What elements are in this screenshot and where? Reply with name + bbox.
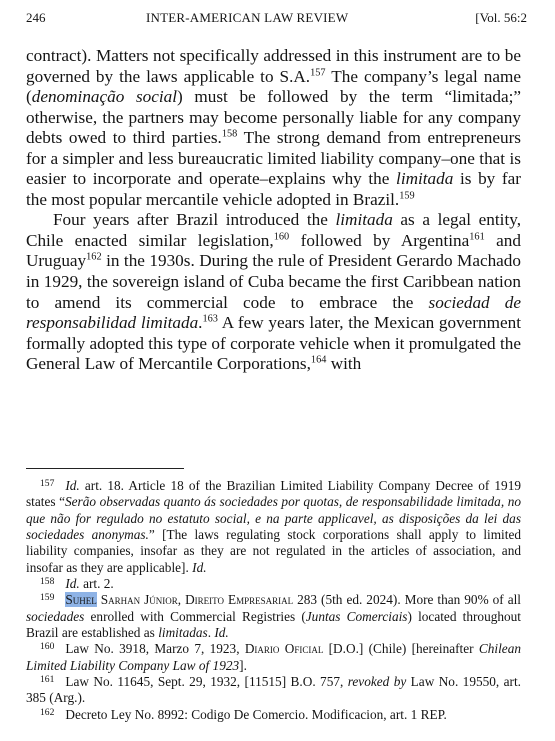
- italic-term: revoked by: [347, 674, 407, 690]
- footnote-ref-157[interactable]: 157: [310, 67, 326, 79]
- text-run: followed by Argentina: [289, 230, 470, 250]
- italic-term: Id.: [192, 559, 207, 575]
- italic-term: sociedad de responsabilidad limitada: [26, 292, 521, 333]
- italic-term: denominação social: [31, 87, 178, 107]
- footnote-ref-164[interactable]: 164: [310, 354, 327, 366]
- italic-term: Juntas Comerciais: [305, 608, 408, 624]
- text-run: enrolled with Commercial Registries (: [84, 608, 306, 624]
- footnote-number: 159: [40, 592, 55, 604]
- italic-quote: Serão observadas quanto ás sociedades por quotas, de responsabilidade limitada, no que não for regulado no estatuto social, e na parte applicavel, as disposições da lei das sociedades anonymas.: [26, 494, 521, 543]
- footnote-ref-161[interactable]: 161: [469, 231, 485, 243]
- footnote-ref-158[interactable]: 158: [221, 128, 238, 140]
- main-text: [26, 46, 521, 375]
- italic-term: Chilean Limited Liability Company Law of 1923: [26, 641, 521, 673]
- text-run: ) located throughout Brazil are established as: [26, 608, 522, 641]
- paragraph-1: [26, 46, 521, 210]
- text-run: art. 18. Article 18 of the Brazilian Limited Liability Company Decree of 1919 states “: [26, 478, 521, 510]
- italic-term: sociedades: [26, 608, 85, 624]
- text-run: with: [326, 354, 362, 374]
- footnotes: [26, 478, 521, 723]
- text-run: .: [207, 625, 215, 641]
- footnote-number: 158: [40, 576, 55, 588]
- footnote-159: [26, 592, 521, 641]
- footnote-161: [26, 674, 521, 707]
- footnote-number: 160: [40, 641, 55, 653]
- paragraph-2: [26, 210, 521, 374]
- italic-term: limitada: [335, 210, 393, 230]
- text-run: .: [198, 313, 203, 333]
- footnote-ref-163[interactable]: 163: [202, 313, 218, 325]
- italic-term: limitadas: [158, 625, 208, 641]
- highlighted-author-name[interactable]: Suhel: [65, 592, 97, 608]
- page-number: 246: [26, 10, 46, 25]
- footnote-157: [26, 478, 521, 576]
- text-run: Law No. 19550, art. 385 (Arg.).: [26, 674, 521, 706]
- text-run: Law No. 3918, Marzo 7, 1923,: [65, 641, 245, 657]
- italic-term: limitada: [396, 169, 454, 189]
- text-run: ” [The laws regulating stock corporations shall apply to limited liability companies, insofar as they are not regulated in the articles of association, and insofar as they are applicable].: [26, 527, 521, 575]
- footnote-ref-162[interactable]: 162: [86, 252, 102, 264]
- text-run: The company’s legal name (: [26, 66, 521, 107]
- footnote-158: [26, 576, 521, 592]
- publication-name: Diario Oficial: [244, 641, 324, 657]
- text-run: Four years after Brazil introduced the: [53, 210, 336, 230]
- text-run: ].: [239, 657, 247, 673]
- text-run: Decreto Ley No. 8992: Codigo De Comercio. Modificacion, art. 1 REP.: [65, 706, 447, 722]
- text-run: A few years later, the Mexican government formally adopted this type of corporate vehicle when it promulgated the General Law of Mercantile Corporations,: [26, 313, 521, 374]
- footnote-ref-160[interactable]: 160: [273, 231, 290, 243]
- journal-title: INTER-AMERICAN LAW REVIEW: [146, 10, 349, 25]
- text-run: as a legal entity, Chile enacted similar legislation,: [26, 210, 521, 250]
- footnote-162: [26, 707, 521, 723]
- text-run: is by far the most popular mercantile vehicle adopted in Brazil.: [26, 169, 521, 209]
- footnote-number: 162: [40, 706, 55, 718]
- footnote-ref-159[interactable]: 159: [399, 190, 415, 202]
- text-run: in the 1930s. During the rule of President Gerardo Machado in 1929, the sovereign island of Cuba became the first Caribbean nation to amend its commercial code to embrace the: [26, 251, 521, 312]
- running-header: [26, 9, 527, 27]
- footnote-160: [26, 641, 521, 674]
- text-run: Law No. 11645, Sept. 29, 1932, [11515] B.O. 757,: [65, 674, 348, 690]
- italic-term: Id.: [214, 625, 229, 641]
- text-run: The strong demand from entrepreneurs for a simpler and less bureaucratic limited liability company–one that is easier to incorporate and operate–explains why the: [26, 128, 521, 189]
- footnote-number: 161: [40, 674, 55, 686]
- text-run: 283 (5th ed. 2024). More than 90% of all: [293, 592, 521, 608]
- text-run: ) must be followed by the term “limitada;” otherwise, the partners may become personally liable for any company debts owed to third parties.: [26, 87, 521, 148]
- text-run: [D.O.] (Chile) [hereinafter: [323, 641, 479, 657]
- italic-term: Id.: [65, 576, 80, 592]
- volume-label: [Vol. 56:2: [475, 10, 527, 25]
- text-run: art. 2.: [79, 576, 114, 592]
- italic-term: Id.: [65, 478, 80, 493]
- text-run: and Uruguay: [26, 230, 521, 271]
- book-title: Sarhan Júnior, Direito Empresarial: [96, 592, 294, 608]
- text-run: contract). Matters not specifically addressed in this instrument are to be governed by the laws applicable to S.A.: [26, 46, 521, 86]
- footnote-number: 157: [40, 477, 55, 489]
- footnote-divider: [26, 468, 184, 469]
